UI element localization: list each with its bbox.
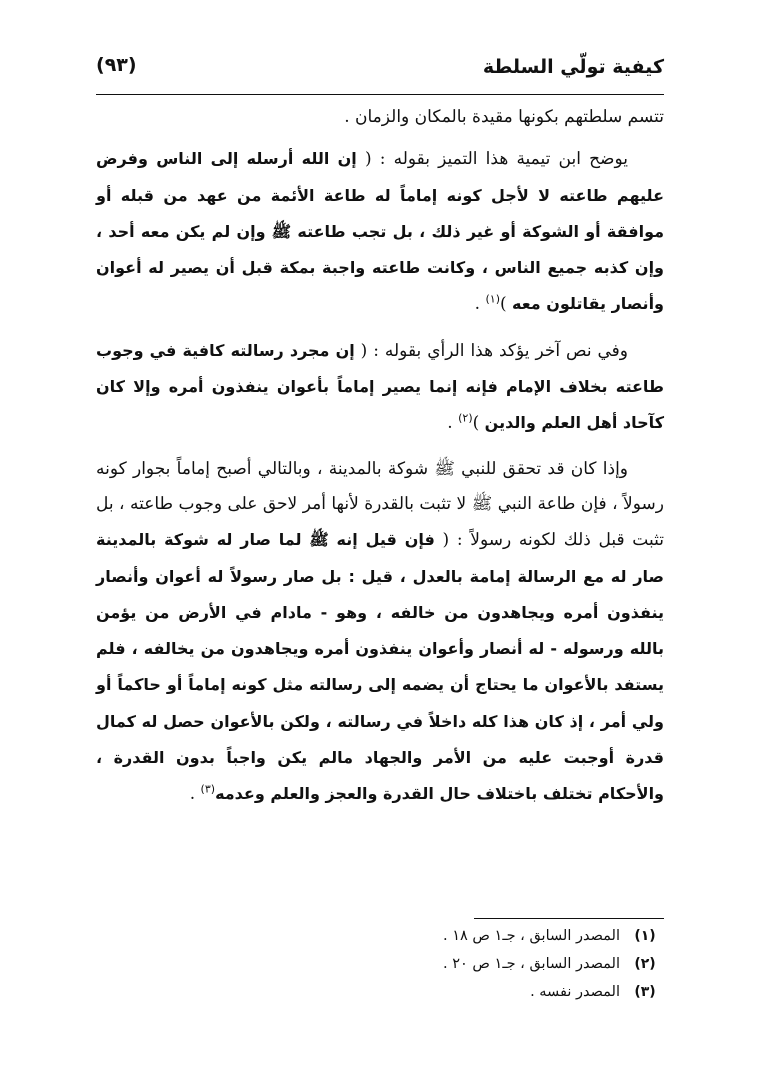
paragraph <box>96 100 664 135</box>
paragraph-text: تتسم سلطتهم بكونها مقيدة بالمكان والزمان . <box>344 107 664 127</box>
footnote-number: (٣) <box>634 984 656 1000</box>
footnotes <box>96 922 664 1006</box>
quotation: إن مجرد رسالته كافية في وجوب طاعته بخلاف الإمام فإنه إنما يصير إماماً بأعوان ينفذون أمره وإلا كان كآحاد أهل العلم والدين <box>96 340 664 433</box>
paragraph-lead: وإذا كان قد تحقق للنبي ﷺ شوكة بالمدينة ، وبالتالي أصبح إماماً بجوار كونه رسولاً ، فإن طاعة النبي ﷺ لا تثبت بالقدرة لأنها أمر لاحق على وجوب طاعته ، بل تثبت قبل ذلك لكونه رسولاً : ( <box>96 458 664 551</box>
paragraph <box>96 452 664 813</box>
quote-close: ) <box>472 413 485 434</box>
footnote-text: المصدر السابق ، جـ١ ص ١٨ . <box>442 928 620 944</box>
quote-close: ) <box>499 294 513 315</box>
footnote <box>96 922 664 950</box>
sentence-end: . <box>474 294 486 315</box>
footnote-text: المصدر نفسه . <box>530 984 620 1000</box>
paragraph <box>96 333 664 442</box>
footnote-number: (٢) <box>634 956 656 972</box>
footnote-ref: (١) <box>485 292 500 306</box>
footnote-text: المصدر السابق ، جـ١ ص ٢٠ . <box>442 956 620 972</box>
sentence-end: . <box>447 413 459 434</box>
quotation: فإن قيل إنه ﷺ لما صار له شوكة بالمدينة صار له مع الرسالة إمامة بالعدل ، قيل : بل صار رسولاً له أعوان وأنصار ينفذون أمره ويجاهدون من خالفه ، وهو - مادام في الأرض من يؤمن بالله ورسوله - له أنصار وأعوان ينفذون أمره ويجاهدون من يخالفه ، فلم يستفد بالأعوان ما يحتاج أن يضمه إلى رسالته مثل كونه إماماً أو حاكماً أو ولي أمر ، إذ كان هذا كله داخلاً في رسالته ، ولكن بالأعوان حصل له كمال قدرة أوجبت عليه من الأمر والجهاد مالم يكن واجباً بدون القدرة ، والأحكام تختلف باختلاف حال القدرة والعجز والعلم وعدمه <box>96 530 664 804</box>
paragraph-lead: يوضح ابن تيمية هذا التميز بقوله : ( <box>356 149 628 170</box>
main-text <box>96 100 664 823</box>
paragraph-lead: وفي نص آخر يؤكد هذا الرأي بقوله : ( <box>354 340 629 361</box>
running-title: كيفية تولّي السلطة <box>482 56 664 78</box>
footnote <box>96 950 664 978</box>
footnote-number: (١) <box>634 928 656 944</box>
page-header <box>96 44 664 95</box>
paragraph <box>96 141 664 322</box>
quotation: إن الله أرسله إلى الناس وفرض عليهم طاعته لا لأجل كونه إماماً له طاعة الأئمة من عهد من قبله أو موافقة أو الشوكة أو غير ذلك ، بل تجب طاعته ﷺ وإن لم يكن معه أحد ، وإن كذبه جميع الناس ، وكانت طاعته واجبة بمكة قبل أن يصير له أعوان وأنصار يقاتلون معه <box>96 149 664 314</box>
page-number: (٩٣) <box>96 54 137 76</box>
footnote-divider <box>474 918 664 919</box>
footnote-ref: (٢) <box>458 411 473 425</box>
footnote <box>96 978 664 1006</box>
footnote-ref: (٣) <box>200 782 216 796</box>
sentence-end: . <box>189 784 201 805</box>
